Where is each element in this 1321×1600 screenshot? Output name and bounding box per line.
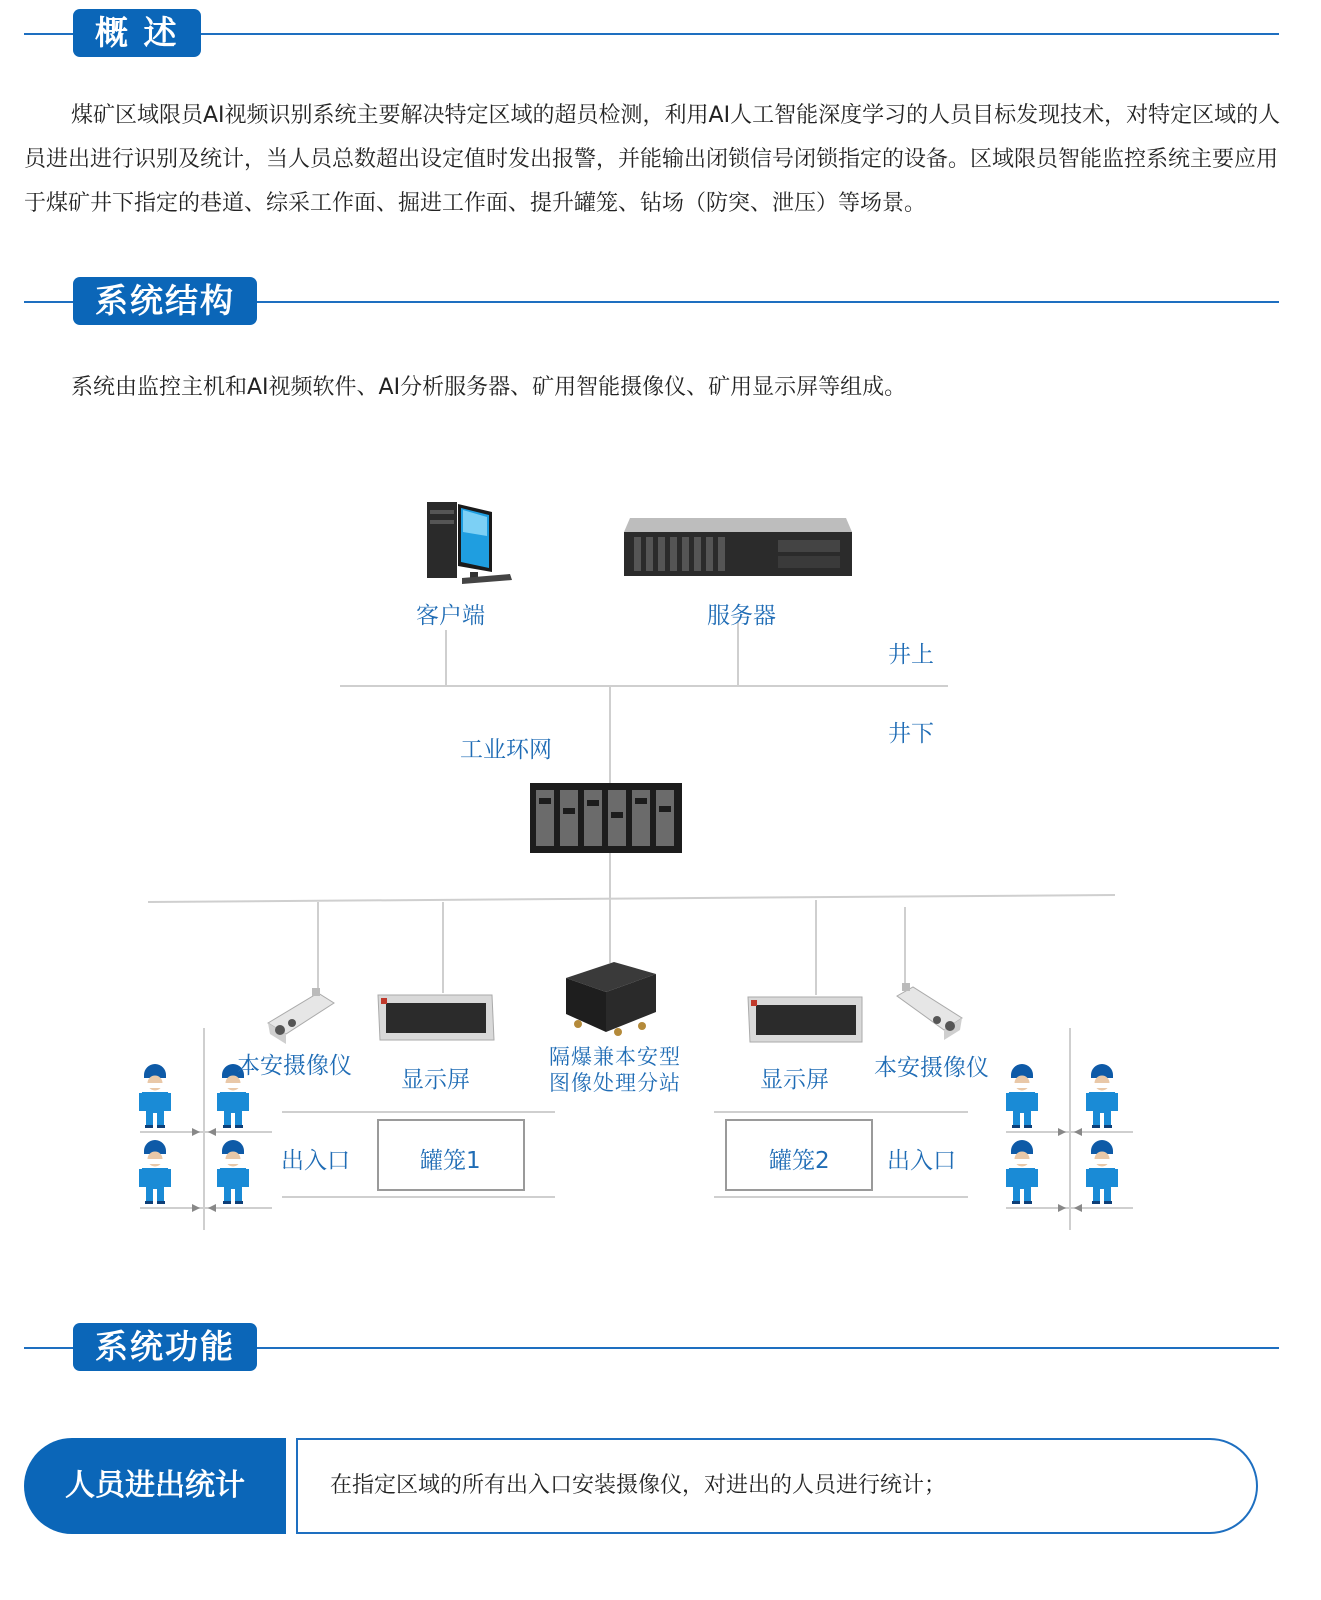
entrance-left-label: 出入口 [281, 1148, 350, 1174]
above-ground-label: 井上 [888, 642, 934, 668]
section-header-structure [24, 277, 1279, 327]
ring-network-switch-icon [530, 783, 682, 853]
section-title: 系统功能 [73, 1323, 257, 1371]
below-ground-label: 井下 [888, 721, 934, 747]
substation-label-line1: 隔爆兼本安型 [549, 1045, 681, 1069]
section-header-overview [24, 9, 1279, 59]
display-left-icon [378, 995, 494, 1040]
structure-paragraph: 系统由监控主机和AI视频软件、AI分析服务器、矿用智能摄像仪、矿用显示屏等组成。 [71, 375, 907, 400]
camera-right-label: 本安摄像仪 [874, 1055, 989, 1081]
function-description-box [296, 1438, 1258, 1534]
function-description: 在指定区域的所有出入口安装摄像仪，对进出的人员进行统计； [330, 1473, 947, 1498]
server-icon [624, 518, 852, 576]
display-right-label: 显示屏 [760, 1067, 829, 1093]
cage2-label: 罐笼2 [769, 1148, 830, 1174]
camera-left-label: 本安摄像仪 [237, 1053, 352, 1079]
section-title: 概 述 [73, 9, 201, 57]
cage1-label: 罐笼1 [420, 1148, 481, 1174]
image-processing-substation-icon [566, 962, 656, 1036]
section-title: 系统结构 [73, 277, 257, 325]
camera-left-icon [268, 988, 334, 1044]
system-architecture-diagram [0, 440, 1321, 1260]
function-item [24, 1438, 1279, 1534]
substation-label-line2: 图像处理分站 [549, 1071, 681, 1095]
client-label: 客户端 [416, 603, 485, 629]
entrance-right-label: 出入口 [887, 1148, 956, 1174]
client-computer-icon [427, 502, 512, 584]
display-right-icon [748, 997, 862, 1042]
overview-paragraph: 煤矿区域限员AI视频识别系统主要解决特定区域的超员检测，利用AI人工智能深度学习的人员目标发现技术，对特定区域的人员进出进行识别及统计，当人员总数超出设定值时发出报警，并能输出闭锁信号闭锁指定的设备。区域限员智能监控系统主要应用于煤矿井下指定的巷道、综采工作面、掘进工作面、提升罐笼、钻场（防突、泄压）等场景。 [24, 103, 1281, 216]
server-label: 服务器 [707, 603, 776, 629]
function-title: 人员进出统计 [24, 1438, 286, 1534]
ring-network-label: 工业环网 [460, 737, 552, 763]
camera-right-icon [897, 983, 962, 1040]
section-header-function [24, 1323, 1279, 1373]
display-left-label: 显示屏 [401, 1067, 470, 1093]
section-rule [24, 33, 1279, 35]
